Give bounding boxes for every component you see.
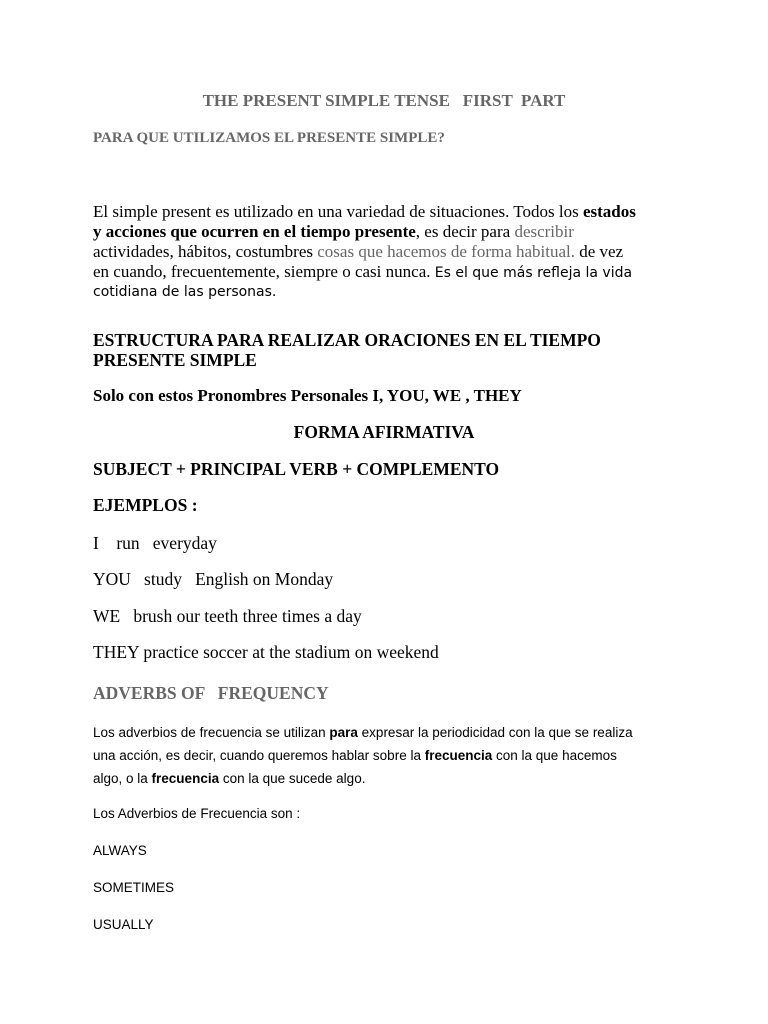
- pronouns-line: Solo con estos Pronombres Personales I, YOU, WE , THEY: [93, 386, 522, 405]
- adverbs-heading: ADVERBS OF FREQUENCY: [93, 683, 329, 703]
- adverbs-text: con la que hacemos: [492, 748, 617, 763]
- estructura-heading: ESTRUCTURA PARA REALIZAR ORACIONES EN EL TIEMPO PRESENTE SIMPLE: [93, 330, 601, 370]
- adverb-item: ALWAYS: [93, 843, 147, 858]
- intro-text: El simple present es utilizado en una variedad de situaciones. Todos los: [93, 202, 583, 221]
- adverbs-line-3: [93, 767, 683, 790]
- intro-line-5: cotidiana de las personas.: [93, 284, 277, 300]
- adverbs-line-1: [93, 721, 683, 744]
- adverbs-text: algo, o la: [93, 771, 152, 786]
- intro-line-2: [93, 222, 683, 242]
- adverb-item: USUALLY: [93, 917, 154, 932]
- section-subtitle: PARA QUE UTILIZAMOS EL PRESENTE SIMPLE?: [93, 130, 445, 146]
- intro-gray-text: describir: [514, 222, 574, 241]
- intro-sans-text: Es el que más refleja la vida: [434, 265, 633, 281]
- intro-text: en cuando, frecuentemente, siempre o casi nunca.: [93, 262, 435, 281]
- intro-paragraph: [93, 202, 683, 301]
- adverbs-bold-text: para: [329, 725, 358, 740]
- adverbs-paragraph: [93, 721, 683, 790]
- intro-line-4: [93, 262, 683, 283]
- adverbs-text: con la que sucede algo.: [219, 771, 366, 786]
- intro-gray-text: cosas que hacemos de forma habitual.: [317, 242, 576, 261]
- adverbs-text: expresar la periodicidad con la que se realiza: [357, 725, 633, 740]
- ejemplos-heading: EJEMPLOS :: [93, 495, 198, 515]
- intro-text: , es decir para: [415, 222, 515, 241]
- intro-text: de vez: [575, 242, 624, 261]
- intro-text: actividades, hábitos, costumbres: [93, 242, 318, 261]
- example-sentence: THEY practice soccer at the stadium on weekend: [93, 642, 439, 662]
- adverbs-list-intro: Los Adverbios de Frecuencia son :: [93, 806, 301, 821]
- example-sentence: I run everyday: [93, 533, 217, 553]
- forma-afirmativa-heading: FORMA AFIRMATIVA: [293, 422, 475, 442]
- example-sentence: WE brush our teeth three times a day: [93, 606, 362, 626]
- document-title: THE PRESENT SIMPLE TENSE FIRST PART: [202, 91, 566, 110]
- adverb-item: SOMETIMES: [93, 880, 175, 895]
- example-sentence: YOU study English on Monday: [93, 569, 334, 589]
- intro-line-1: [93, 202, 683, 222]
- intro-bold-text: y acciones que ocurren en el tiempo presente: [93, 222, 416, 241]
- intro-line-3: [93, 242, 683, 262]
- sentence-formula: SUBJECT + PRINCIPAL VERB + COMPLEMENTO: [93, 459, 500, 479]
- adverbs-line-2: [93, 744, 683, 767]
- adverbs-text: una acción, es decir, cuando queremos hablar sobre la: [93, 748, 425, 763]
- adverbs-bold-text: frecuencia: [424, 748, 493, 763]
- adverbs-bold-text: frecuencia: [151, 771, 220, 786]
- intro-bold-text: estados: [582, 202, 636, 221]
- adverbs-text: Los adverbios de frecuencia se utilizan: [93, 725, 330, 740]
